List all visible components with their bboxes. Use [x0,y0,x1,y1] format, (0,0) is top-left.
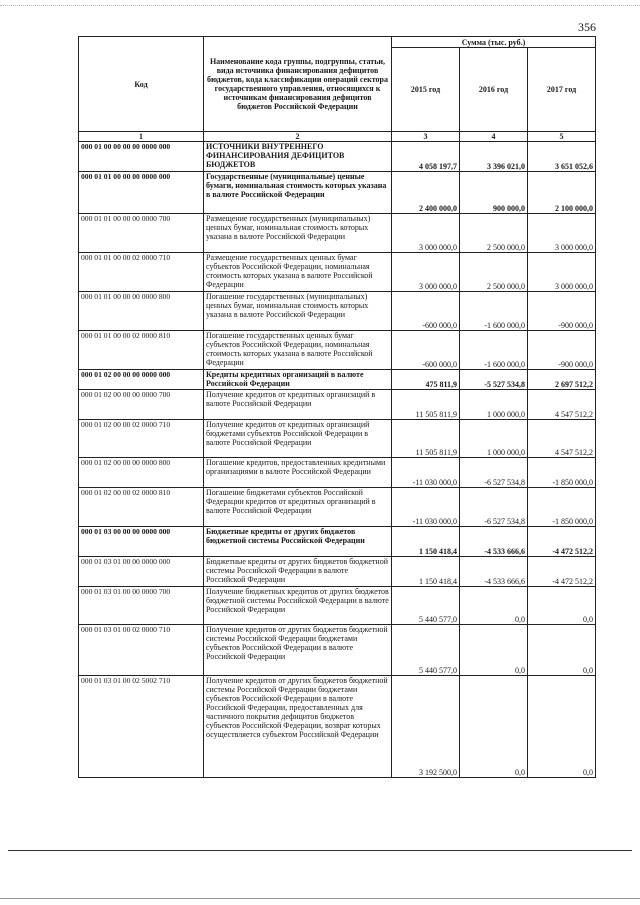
row-code: 000 01 03 00 00 00 0000 000 [79,527,204,557]
header-sum: Сумма (тыс. руб.) [392,37,596,48]
row-code: 000 01 03 01 00 00 0000 000 [79,557,204,587]
row-value-2015: 3 000 000,0 [392,253,460,292]
row-value-2016: 0,0 [460,676,528,778]
table-row [79,390,596,420]
row-value-2017: 2 697 512,2 [528,370,596,390]
row-value-2015: 5 440 577,0 [392,625,460,676]
row-value-2017: 0,0 [528,676,596,778]
row-value-2015: 4 058 197,7 [392,142,460,172]
row-code: 000 01 03 01 00 02 5002 710 [79,676,204,778]
table-row [79,527,596,557]
row-value-2015: 1 150 418,4 [392,557,460,587]
row-name: Бюджетные кредиты от других бюджетов бюджетной системы Российской Федерации [204,527,392,557]
row-name: Погашение бюджетами субъектов Российской Федерации кредитов от кредитных организаций в валюте Российской Федерации [204,488,392,527]
row-name: Размещение государственных ценных бумаг субъектов Российской Федерации, номинальная стоимость которых указана в валюте Российской Федерации [204,253,392,292]
table-row [79,420,596,458]
row-name: Бюджетные кредиты от других бюджетов бюджетной системы Российской Федерации в валюте Российской Федерации [204,557,392,587]
row-value-2017: 3 651 052,6 [528,142,596,172]
row-code: 000 01 01 00 00 00 0000 000 [79,172,204,214]
table-body [79,142,596,778]
row-value-2015: 3 192 500,0 [392,676,460,778]
row-value-2016: 0,0 [460,587,528,625]
table-row [79,625,596,676]
row-value-2015: -11 030 000,0 [392,488,460,527]
row-value-2015: 3 000 000,0 [392,214,460,253]
row-value-2016: 0,0 [460,625,528,676]
row-value-2017: -4 472 512,2 [528,527,596,557]
row-value-2015: -600 000,0 [392,331,460,370]
row-value-2017: -900 000,0 [528,292,596,331]
bottom-edge-rule [0,898,640,899]
row-name: Погашение государственных (муниципальных) ценных бумаг, номинальная стоимость которых указана в валюте Российской Федерации [204,292,392,331]
row-value-2016: -1 600 000,0 [460,331,528,370]
row-code: 000 01 02 00 00 00 0000 800 [79,458,204,488]
row-value-2016: 900 000,0 [460,172,528,214]
row-value-2017: 2 100 000,0 [528,172,596,214]
table-row [79,488,596,527]
row-name: Получение бюджетных кредитов от других бюджетов бюджетной системы Российской Федерации в валюте Российской Федерации [204,587,392,625]
row-name: Кредиты кредитных организаций в валюте Российской Федерации [204,370,392,390]
row-name: Государственные (муниципальные) ценные бумаги, номинальная стоимость которых указана в валюте Российской Федерации [204,172,392,214]
row-value-2016: -5 527 534,8 [460,370,528,390]
row-value-2016: -6 527 534,8 [460,458,528,488]
row-code: 000 01 02 00 00 02 0000 810 [79,488,204,527]
table-row [79,557,596,587]
table-row [79,142,596,172]
row-value-2017: -1 850 000,0 [528,458,596,488]
row-value-2017: 0,0 [528,625,596,676]
header-name: Наименование кода группы, подгруппы, статьи, вида источника финансирования дефицитов бюджетов, кода классификации операций сектора государственного управления, относящихся к источникам финансирования дефицитов бюджетов Российской Федерации [204,37,392,132]
row-value-2017: 0,0 [528,587,596,625]
row-value-2015: 2 400 000,0 [392,172,460,214]
row-value-2016: 1 000 000,0 [460,390,528,420]
row-code: 000 01 01 00 00 02 0000 710 [79,253,204,292]
row-code: 000 01 01 00 00 02 0000 810 [79,331,204,370]
bottom-rule [8,850,632,851]
row-value-2015: 11 505 811,9 [392,420,460,458]
header-year-2016: 2016 год [460,48,528,132]
column-number: 2 [204,132,392,142]
table-row [79,331,596,370]
table-row [79,292,596,331]
row-name: Погашение кредитов, предоставленных кредитными организациями в валюте Российской Федерации [204,458,392,488]
page-number: 356 [578,20,596,34]
column-number: 5 [528,132,596,142]
document-sheet [78,36,595,778]
row-name: Получение кредитов от кредитных организаций бюджетами субъектов Российской Федерации в валюте Российской Федерации [204,420,392,458]
row-value-2016: -4 533 666,6 [460,557,528,587]
row-value-2016: -6 527 534,8 [460,488,528,527]
row-value-2015: -600 000,0 [392,292,460,331]
row-name: Получение кредитов от других бюджетов бюджетной системы Российской Федерации бюджетами субъектов Российской Федерации в валюте Российской Федерации, предоставленных для частичного покрытия дефицитов бюджетов субъектов Российской Федерации, возврат которых осуществляется субъектом Российской Федерации [204,676,392,778]
top-rule [0,5,640,6]
row-value-2017: 4 547 512,2 [528,420,596,458]
row-code: 000 01 01 00 00 00 0000 800 [79,292,204,331]
row-value-2016: 3 396 021,0 [460,142,528,172]
row-value-2015: -11 030 000,0 [392,458,460,488]
column-number: 4 [460,132,528,142]
table-row [79,214,596,253]
row-value-2016: 1 000 000,0 [460,420,528,458]
row-code: 000 01 02 00 00 02 0000 710 [79,420,204,458]
column-number: 3 [392,132,460,142]
row-value-2016: 2 500 000,0 [460,214,528,253]
table-row [79,370,596,390]
row-value-2015: 5 440 577,0 [392,587,460,625]
row-code: 000 01 01 00 00 00 0000 700 [79,214,204,253]
header-year-2017: 2017 год [528,48,596,132]
row-code: 000 01 00 00 00 00 0000 000 [79,142,204,172]
row-name: ИСТОЧНИКИ ВНУТРЕННЕГО ФИНАНСИРОВАНИЯ ДЕФИЦИТОВ БЮДЖЕТОВ [204,142,392,172]
row-value-2017: -4 472 512,2 [528,557,596,587]
table-row [79,458,596,488]
row-name: Получение кредитов от кредитных организаций в валюте Российской Федерации [204,390,392,420]
table-row [79,676,596,778]
row-code: 000 01 02 00 00 00 0000 700 [79,390,204,420]
row-value-2015: 1 150 418,4 [392,527,460,557]
row-code: 000 01 02 00 00 00 0000 000 [79,370,204,390]
budget-sources-table [78,36,596,778]
row-value-2017: 3 000 000,0 [528,253,596,292]
header-year-2015: 2015 год [392,48,460,132]
row-value-2015: 475 811,9 [392,370,460,390]
row-value-2016: -1 600 000,0 [460,292,528,331]
column-number: 1 [79,132,204,142]
row-name: Получение кредитов от других бюджетов бюджетной системы Российской Федерации бюджетами субъектов Российской Федерации в валюте Российской Федерации [204,625,392,676]
header-code: Код [79,37,204,132]
row-code: 000 01 03 01 00 00 0000 700 [79,587,204,625]
row-name: Размещение государственных (муниципальных) ценных бумаг, номинальная стоимость которых указана в валюте Российской Федерации [204,214,392,253]
row-value-2017: -1 850 000,0 [528,488,596,527]
row-value-2016: 2 500 000,0 [460,253,528,292]
row-value-2016: -4 533 666,6 [460,527,528,557]
row-name: Погашение государственных ценных бумаг субъектов Российской Федерации, номинальная стоимость которых указана в валюте Российской Федерации [204,331,392,370]
row-value-2015: 11 505 811,9 [392,390,460,420]
table-row [79,587,596,625]
table-row [79,172,596,214]
row-value-2017: 3 000 000,0 [528,214,596,253]
row-value-2017: -900 000,0 [528,331,596,370]
row-value-2017: 4 547 512,2 [528,390,596,420]
row-code: 000 01 03 01 00 02 0000 710 [79,625,204,676]
table-row [79,253,596,292]
